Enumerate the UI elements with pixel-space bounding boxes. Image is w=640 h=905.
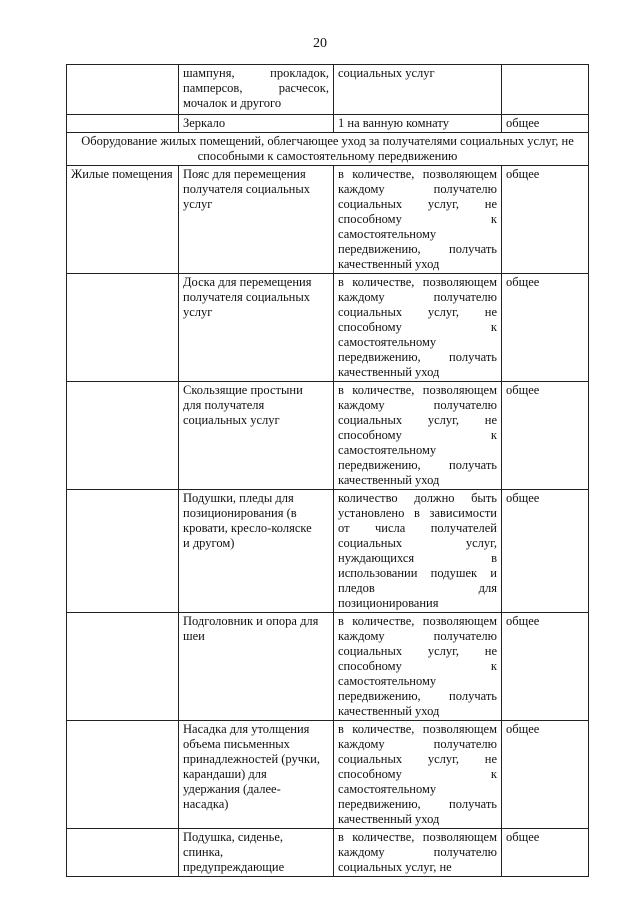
quantity-cell-line: в количестве, позволяющем bbox=[338, 722, 497, 736]
quantity-cell-line: социальных услуг, не bbox=[338, 413, 497, 427]
table-row bbox=[67, 115, 589, 133]
quantity-cell-line: в количестве, позволяющем bbox=[338, 167, 497, 181]
item-cell-line: удержания (далее- bbox=[183, 782, 281, 796]
quantity-cell-line: самостоятельному bbox=[338, 227, 437, 241]
quantity-cell-line: передвижению, получать bbox=[338, 242, 497, 256]
quantity-cell-line: использовании подушек и bbox=[338, 566, 497, 580]
type-cell: общее bbox=[502, 382, 589, 490]
category-cell: Жилые помещения bbox=[67, 166, 179, 274]
quantity-cell-line: социальных услуг, не bbox=[338, 752, 497, 766]
type-cell: общее bbox=[502, 829, 589, 877]
item-cell-line: Насадка для утолщения bbox=[183, 722, 310, 736]
quantity-cell-line: социальных услуг, не bbox=[338, 197, 497, 211]
quantity-cell bbox=[334, 65, 502, 115]
type-cell: общее bbox=[502, 490, 589, 613]
quantity-cell-line: в количестве, позволяющем bbox=[338, 830, 497, 844]
item-cell-line: насадка) bbox=[183, 797, 229, 811]
quantity-cell-line: самостоятельному bbox=[338, 782, 437, 796]
type-cell: общее bbox=[502, 613, 589, 721]
item-cell-line: позиционирования (в bbox=[183, 506, 297, 520]
quantity-cell-line: в количестве, позволяющем bbox=[338, 614, 497, 628]
quantity-cell-line: способному к bbox=[338, 428, 497, 442]
item-cell bbox=[179, 115, 334, 133]
item-cell-line: получателя социальных bbox=[183, 182, 311, 196]
quantity-cell-line: каждому получателю bbox=[338, 182, 497, 196]
equipment-table bbox=[66, 64, 589, 877]
category-cell bbox=[67, 65, 179, 115]
item-cell bbox=[179, 829, 334, 877]
item-cell bbox=[179, 382, 334, 490]
item-cell-line: Доска для перемещения bbox=[183, 275, 312, 289]
table-row bbox=[67, 829, 589, 877]
page-number: 20 bbox=[313, 36, 327, 51]
quantity-cell-line: социальных услуг, не bbox=[338, 644, 497, 658]
quantity-cell bbox=[334, 613, 502, 721]
type-cell bbox=[502, 65, 589, 115]
quantity-cell-line: в количестве, позволяющем bbox=[338, 275, 497, 289]
quantity-cell bbox=[334, 829, 502, 877]
item-cell-line: получателя социальных bbox=[183, 290, 311, 304]
quantity-cell-line: качественный уход bbox=[338, 704, 440, 718]
item-cell-line: социальных услуг bbox=[183, 413, 280, 427]
item-cell bbox=[179, 65, 334, 115]
table-row bbox=[67, 490, 589, 613]
item-cell bbox=[179, 166, 334, 274]
quantity-cell-line: социальных услуг bbox=[338, 66, 435, 80]
quantity-cell bbox=[334, 382, 502, 490]
item-cell-line: предупреждающие bbox=[183, 860, 285, 874]
category-cell bbox=[67, 382, 179, 490]
quantity-cell-line: социальных услуг, bbox=[338, 536, 497, 550]
category-cell bbox=[67, 490, 179, 613]
quantity-cell-line: установлено в зависимости bbox=[338, 506, 497, 520]
quantity-cell-line: самостоятельному bbox=[338, 335, 437, 349]
quantity-cell-line: передвижению, получать bbox=[338, 689, 497, 703]
quantity-cell-line: самостоятельному bbox=[338, 443, 437, 457]
quantity-cell-line: качественный уход bbox=[338, 473, 440, 487]
table-row bbox=[67, 613, 589, 721]
item-cell-line: карандаши) для bbox=[183, 767, 267, 781]
item-cell-line: Подголовник и опора для bbox=[183, 614, 319, 628]
item-cell-line: для получателя bbox=[183, 398, 265, 412]
item-cell-line: Подушка, сиденье, bbox=[183, 830, 284, 844]
item-cell bbox=[179, 490, 334, 613]
quantity-cell-line: передвижению, получать bbox=[338, 458, 497, 472]
quantity-cell-line: количество должно быть bbox=[338, 491, 497, 505]
quantity-cell-line: каждому получателю bbox=[338, 398, 497, 412]
quantity-cell-line: социальных услуг, не bbox=[338, 305, 497, 319]
section-heading: Оборудование жилых помещений, облегчающее уход за получателями социальных услуг, не способными к самостоятельному передвижению bbox=[67, 133, 589, 166]
table-row bbox=[67, 721, 589, 829]
quantity-cell bbox=[334, 115, 502, 133]
quantity-cell-line: позиционирования bbox=[338, 596, 439, 610]
quantity-cell-line: каждому получателю bbox=[338, 737, 497, 751]
category-cell bbox=[67, 115, 179, 133]
item-cell-line: Скользящие простыни bbox=[183, 383, 303, 397]
quantity-cell-line: каждому получателю bbox=[338, 845, 497, 859]
item-cell-line: и другом) bbox=[183, 536, 235, 550]
item-cell-line: мочалок и другого bbox=[183, 96, 282, 110]
quantity-cell-line: качественный уход bbox=[338, 812, 440, 826]
category-cell bbox=[67, 829, 179, 877]
quantity-cell bbox=[334, 721, 502, 829]
item-cell bbox=[179, 613, 334, 721]
type-cell: общее bbox=[502, 274, 589, 382]
quantity-cell-line: передвижению, получать bbox=[338, 350, 497, 364]
section-heading-row bbox=[67, 133, 589, 166]
type-cell: общее bbox=[502, 721, 589, 829]
quantity-cell-line: от числа получателей bbox=[338, 521, 497, 535]
quantity-cell-line: передвижению, получать bbox=[338, 797, 497, 811]
quantity-cell bbox=[334, 166, 502, 274]
category-cell bbox=[67, 613, 179, 721]
quantity-cell-line: способному к bbox=[338, 659, 497, 673]
quantity-cell-line: качественный уход bbox=[338, 257, 440, 271]
item-cell-line: объема письменных bbox=[183, 737, 290, 751]
quantity-cell-line: в количестве, позволяющем bbox=[338, 383, 497, 397]
item-cell-line: Пояс для перемещения bbox=[183, 167, 306, 181]
quantity-cell-line: каждому получателю bbox=[338, 629, 497, 643]
quantity-cell-line: 1 на ванную комнату bbox=[338, 116, 449, 130]
quantity-cell-line: социальных услуг, не bbox=[338, 860, 452, 874]
quantity-cell-line: способному к bbox=[338, 767, 497, 781]
item-cell-line: принадлежностей (ручки, bbox=[183, 752, 320, 766]
quantity-cell-line: способному к bbox=[338, 320, 497, 334]
item-cell-line: шеи bbox=[183, 629, 205, 643]
item-cell-line: кровати, кресло-коляске bbox=[183, 521, 312, 535]
item-cell-line: шампуня, прокладок, bbox=[183, 66, 329, 80]
type-cell: общее bbox=[502, 166, 589, 274]
item-cell bbox=[179, 721, 334, 829]
item-cell-line: услуг bbox=[183, 197, 213, 211]
category-cell bbox=[67, 274, 179, 382]
quantity-cell-line: способному к bbox=[338, 212, 497, 226]
quantity-cell bbox=[334, 490, 502, 613]
category-cell bbox=[67, 721, 179, 829]
quantity-cell-line: каждому получателю bbox=[338, 290, 497, 304]
item-cell-line: услуг bbox=[183, 305, 213, 319]
table-row bbox=[67, 65, 589, 115]
item-cell-line: спинка, bbox=[183, 845, 224, 859]
quantity-cell-line: нуждающихся в bbox=[338, 551, 497, 565]
item-cell-line: памперсов, расчесок, bbox=[183, 81, 329, 95]
item-cell-line: Подушки, пледы для bbox=[183, 491, 294, 505]
table-row bbox=[67, 274, 589, 382]
item-cell bbox=[179, 274, 334, 382]
quantity-cell-line: самостоятельному bbox=[338, 674, 437, 688]
quantity-cell-line: качественный уход bbox=[338, 365, 440, 379]
table-row bbox=[67, 166, 589, 274]
quantity-cell bbox=[334, 274, 502, 382]
item-cell-line: Зеркало bbox=[183, 116, 226, 130]
type-cell: общее bbox=[502, 115, 589, 133]
table-row bbox=[67, 382, 589, 490]
quantity-cell-line: пледов для bbox=[338, 581, 497, 595]
